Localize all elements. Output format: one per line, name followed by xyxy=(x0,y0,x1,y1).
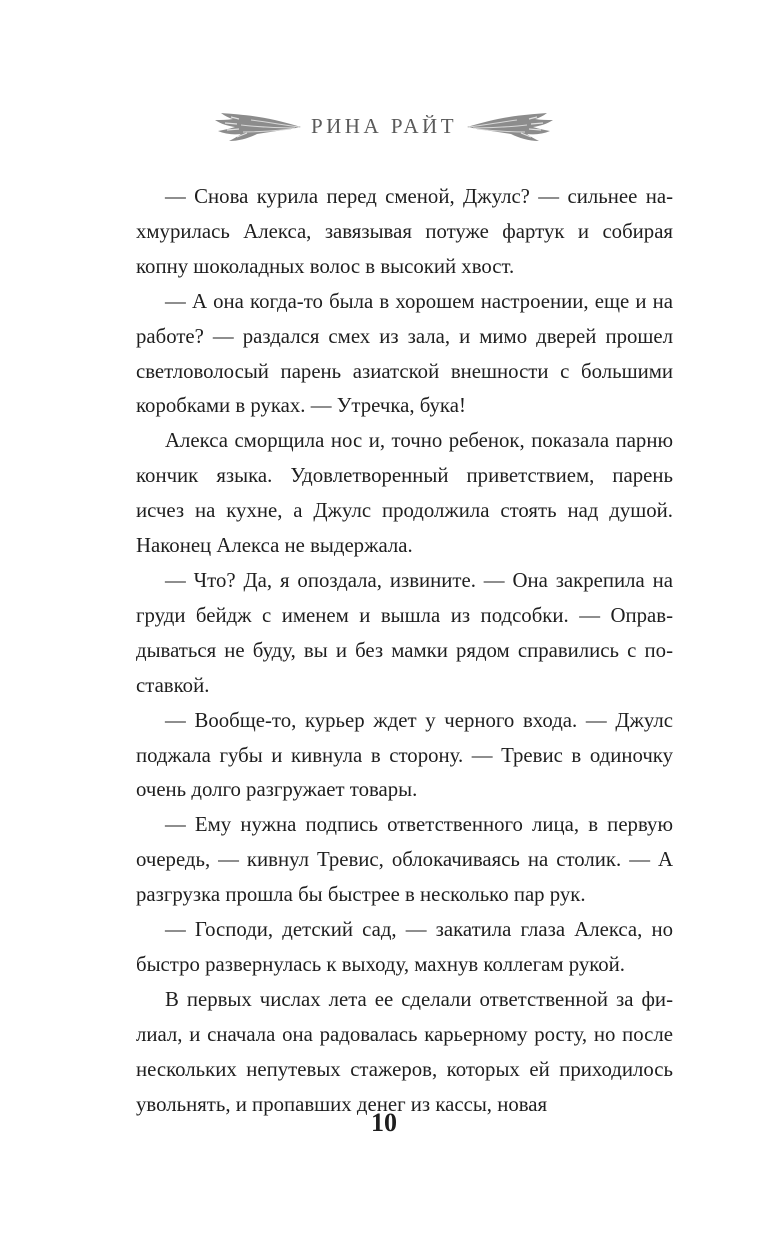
right-wing-ornament-icon xyxy=(465,108,557,144)
left-wing-ornament-icon xyxy=(211,108,303,144)
author-name: РИНА РАЙТ xyxy=(310,113,458,138)
paragraph: В первых числах лета ее сделали ответственной за филиал, и сначала она радовалась карьерному росту, но после нескольких непутевых стажеров, которых ей приходилось увольнять, и пропавших денег из кассы, новая xyxy=(136,987,673,1116)
page-number: 10 xyxy=(371,1108,397,1137)
running-header xyxy=(0,104,768,148)
paragraph: — Что? Да, я опоздала, извините. — Она закрепила на груди бейдж с именем и вышла из подсобки. — Оправдываться не буду, вы и без мамки рядом справились с поставкой. xyxy=(136,568,673,697)
paragraph: — Вообще-то, курьер ждет у черного входа. — Джулс поджала губы и кивнула в сторону. — Тревис в одиночку очень долго разгружает товары. xyxy=(136,708,673,802)
paragraph: Алекса сморщила нос и, точно ребенок, показала парню кончик языка. Удовлетворенный приветствием, парень исчез на кухне, а Джулс продолжила стоять над душой. Наконец Алекса не выдержала. xyxy=(136,429,673,558)
paragraph: — Ему нужна подпись ответственного лица, в первую очередь, — кивнул Тревис, облокачиваясь на столик. — А разгрузка прошла бы быстрее в несколько пар рук. xyxy=(136,813,673,907)
paragraph: — Господи, детский сад, — закатила глаза Алекса, но быстро развернулась к выходу, махнув коллегам рукой. xyxy=(136,918,673,976)
page-body xyxy=(136,180,673,1122)
paragraph: — А она когда-то была в хорошем настроении, еще и на работе? — раздался смех из зала, и мимо дверей прошел светловолосый парень азиатской внешности с большими коробками в руках. — Утречка, бука! xyxy=(136,289,673,418)
paragraph: — Снова курила перед сменой, Джулс? — сильнее нахмурилась Алекса, завязывая потуже фартук и собирая копну шоколадных волос в высокий хвост. xyxy=(136,185,673,278)
